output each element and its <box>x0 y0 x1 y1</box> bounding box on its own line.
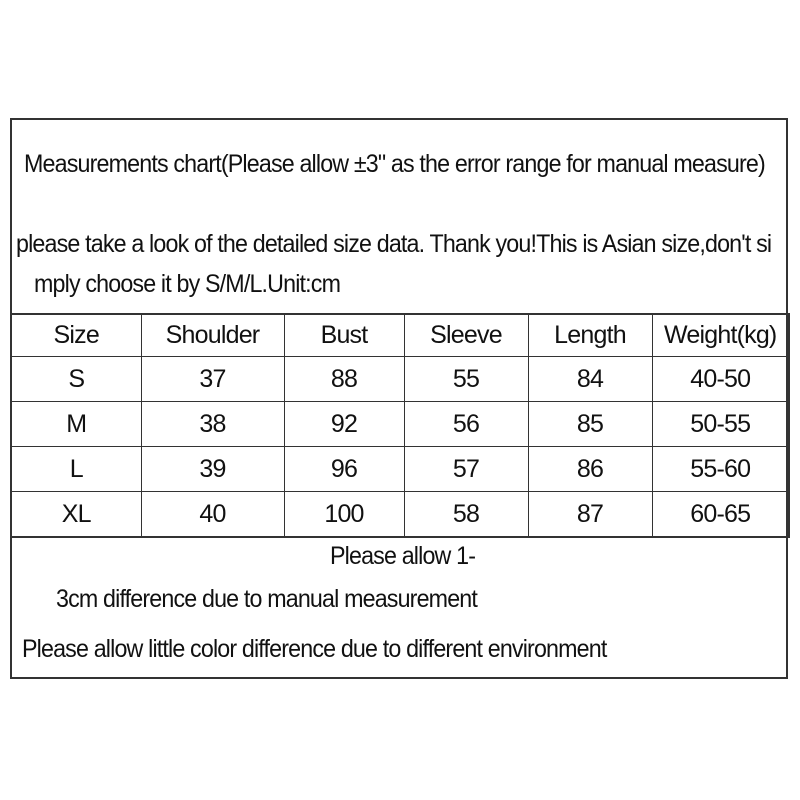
footer-note-line-2: 3cm difference due to manual measurement <box>56 585 478 613</box>
table-row <box>11 357 789 402</box>
size-note-line-2: mply choose it by S/M/L.Unit:cm <box>34 270 341 298</box>
cell-bust: 92 <box>284 402 404 447</box>
table-header-row <box>11 314 789 357</box>
table-row <box>11 447 789 492</box>
table-row <box>11 402 789 447</box>
cell-size: S <box>11 357 141 402</box>
cell-length: 84 <box>528 357 652 402</box>
cell-sleeve: 56 <box>404 402 528 447</box>
cell-size: M <box>11 402 141 447</box>
cell-bust: 100 <box>284 492 404 538</box>
cell-length: 86 <box>528 447 652 492</box>
cell-length: 85 <box>528 402 652 447</box>
footer-note-line-3: Please allow little color difference due to different environment <box>22 635 607 663</box>
column-header-weight: Weight(kg) <box>652 314 789 357</box>
cell-shoulder: 39 <box>141 447 284 492</box>
cell-shoulder: 40 <box>141 492 284 538</box>
cell-weight: 60-65 <box>652 492 789 538</box>
size-note-line-1: please take a look of the detailed size data. Thank you!This is Asian size,don't si <box>16 230 772 258</box>
column-header-bust: Bust <box>284 314 404 357</box>
measurements-chart <box>10 118 788 679</box>
column-header-length: Length <box>528 314 652 357</box>
chart-title: Measurements chart(Please allow ±3" as the error range for manual measure) <box>24 150 765 178</box>
size-table <box>10 313 790 538</box>
cell-size: XL <box>11 492 141 538</box>
cell-shoulder: 38 <box>141 402 284 447</box>
cell-bust: 96 <box>284 447 404 492</box>
cell-size: L <box>11 447 141 492</box>
cell-shoulder: 37 <box>141 357 284 402</box>
column-header-sleeve: Sleeve <box>404 314 528 357</box>
cell-sleeve: 58 <box>404 492 528 538</box>
footer-note-line-1: Please allow 1- <box>330 542 476 570</box>
cell-length: 87 <box>528 492 652 538</box>
cell-bust: 88 <box>284 357 404 402</box>
cell-weight: 40-50 <box>652 357 789 402</box>
cell-weight: 55-60 <box>652 447 789 492</box>
column-header-size: Size <box>11 314 141 357</box>
table-row <box>11 492 789 538</box>
cell-sleeve: 57 <box>404 447 528 492</box>
cell-sleeve: 55 <box>404 357 528 402</box>
cell-weight: 50-55 <box>652 402 789 447</box>
column-header-shoulder: Shoulder <box>141 314 284 357</box>
